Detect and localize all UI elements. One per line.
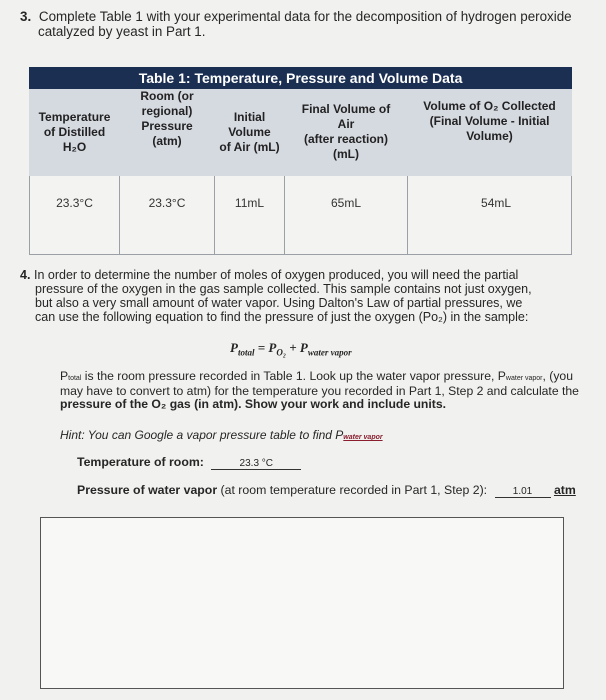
question-4-line4: can use the following equation to find the pressure of just the oxygen (Po₂) in the sample:: [35, 310, 529, 324]
header-initial-volume: Initial Volume of Air (mL): [215, 89, 285, 176]
room-temperature-line: [77, 455, 301, 470]
question-4-line3: but also a very small amount of water vapor. Using Dalton's Law of partial pressures, we: [35, 296, 523, 310]
water-vapor-pressure-line: Pressure of water vapor (at room temperature recorded in Part 1, Step 2): 1.01 atm: [77, 483, 576, 497]
value-final-volume: 65mL: [285, 176, 408, 255]
instructions-paragraph: Ptotal is the room pressure recorded in Table 1. Look up the water vapor pressure, Pwater vapor, (you may have to convert to atm) for the temperature you recorded in Part 1, Step 2 and calculate the pressure of the O₂ gas (in atm). Show your work and include units.: [60, 369, 579, 411]
hint-text: Hint: You can Google a vapor pressure table to find Pwater vapor: [60, 428, 383, 442]
table-1-title: Table 1: Temperature, Pressure and Volume Data: [30, 68, 572, 89]
header-o2-collected: Volume of O₂ Collected (Final Volume - Initial Volume): [408, 89, 572, 176]
value-initial-volume: 11mL: [215, 176, 285, 255]
water-vapor-value[interactable]: 1.01: [495, 486, 551, 498]
question-3-line1: Complete Table 1 with your experimental data for the decomposition of hydrogen peroxide: [38, 9, 572, 24]
header-temperature: Temperature of Distilled H₂O: [30, 89, 120, 176]
question-3-number: 3.: [20, 9, 32, 24]
value-o2-collected: 54mL: [408, 176, 572, 255]
header-room-pressure: Room (or regional) Pressure (atm): [120, 89, 215, 176]
header-final-volume: Final Volume of Air (after reaction) (mL): [285, 89, 408, 176]
table-1: [29, 67, 572, 255]
question-4: [20, 268, 580, 324]
water-vapor-unit: atm: [553, 483, 576, 497]
room-temperature-value[interactable]: 23.3 °C: [211, 458, 301, 470]
dalton-equation: $P_{total} = P_{O_2} + P_{water vapor}$: [230, 340, 352, 358]
question-4-number: 4.: [20, 268, 31, 282]
water-vapor-label: Pressure of water vapor: [77, 483, 218, 497]
value-room-pressure: 23.3°C: [120, 176, 215, 255]
room-temperature-label: Temperature of room:: [77, 455, 204, 469]
question-3-line2: catalyzed by yeast in Part 1.: [38, 24, 206, 39]
question-4-line2: pressure of the oxygen in the gas sample collected. This sample contains not just oxygen,: [35, 282, 532, 296]
value-temperature: 23.3°C: [30, 176, 120, 255]
question-3: [20, 9, 580, 39]
answer-box[interactable]: [40, 517, 564, 689]
question-4-line1: In order to determine the number of moles of oxygen produced, you will need the partial: [34, 268, 519, 282]
